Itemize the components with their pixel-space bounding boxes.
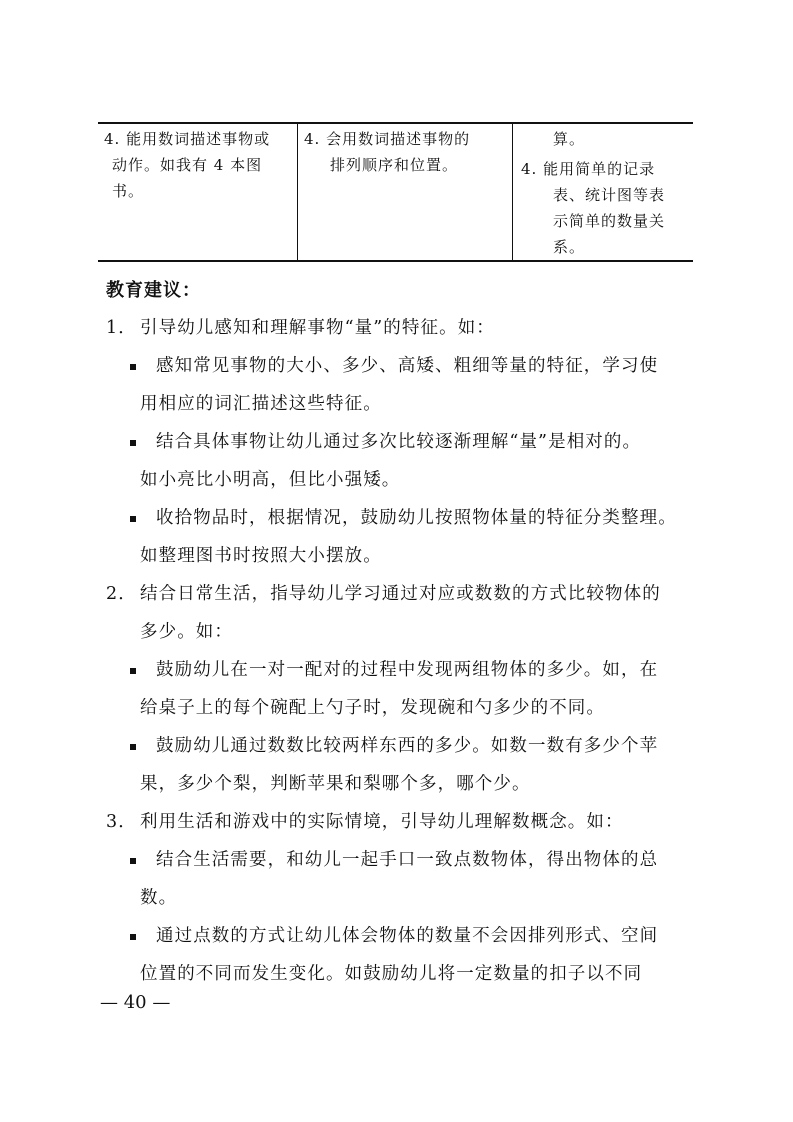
page-number: — 40 —	[100, 992, 171, 1013]
table-cell-col1	[98, 124, 298, 260]
bullet-marker	[130, 668, 136, 674]
bullet-line: 通过点数的方式让幼儿体会物体的数量不会因排列形式、空间	[156, 926, 659, 946]
bullet-marker	[130, 516, 136, 522]
bullet-line: 收拾物品时，根据情况，鼓励幼儿按照物体量的特征分类整理。	[156, 508, 677, 528]
goals-table	[98, 122, 693, 262]
bullet-line: 感知常见事物的大小、多少、高矮、粗细等量的特征，学习使	[156, 356, 659, 376]
table-text: 书。	[112, 182, 145, 200]
table-text: 4. 能用简单的记录	[521, 160, 656, 178]
bullet-marker	[130, 744, 136, 750]
table-text: 4. 会用数词描述事物的	[304, 130, 471, 148]
table-cell-col3	[513, 124, 693, 260]
bullet-marker	[130, 858, 136, 864]
bullet-line: 如整理图书时按照大小摆放。	[140, 546, 382, 566]
paragraph-line: 结合日常生活，指导幼儿学习通过对应或数数的方式比较物体的	[140, 584, 661, 604]
list-item-number: 1．	[106, 318, 137, 338]
bullet-line: 给桌子上的每个碗配上勺子时，发现碗和勺多少的不同。	[140, 698, 605, 718]
bullet-line: 用相应的词汇描述这些特征。	[140, 394, 382, 414]
bullet-line: 结合生活需要，和幼儿一起手口一致点数物体，得出物体的总	[156, 850, 659, 870]
paragraph-line: 多少。如：	[140, 622, 233, 642]
table-text: 系。	[553, 238, 586, 256]
table-text: 4. 能用数词描述事物或	[104, 130, 271, 148]
list-item-number: 2．	[106, 584, 137, 604]
paragraph-line: 利用生活和游戏中的实际情境，引导幼儿理解数概念。如：	[140, 812, 624, 832]
bullet-line: 如小亮比小明高，但比小强矮。	[140, 470, 401, 490]
bullet-line: 鼓励幼儿在一对一配对的过程中发现两组物体的多少。如，在	[156, 660, 659, 680]
table-text: 排列顺序和位置。	[330, 156, 459, 174]
list-item-number: 3．	[106, 812, 137, 832]
table-text: 动作。如我有 4 本图	[112, 156, 263, 174]
paragraph-line: 引导幼儿感知和理解事物“量”的特征。如：	[140, 318, 495, 338]
bullet-line: 位置的不同而发生变化。如鼓励幼儿将一定数量的扣子以不同	[140, 964, 643, 984]
table-text: 示简单的数量关	[553, 212, 666, 230]
section-heading: 教育建议：	[106, 280, 201, 301]
bullet-marker	[130, 934, 136, 940]
bullet-line: 结合具体事物让幼儿通过多次比较逐渐理解“量”是相对的。	[156, 432, 642, 452]
bullet-marker	[130, 440, 136, 446]
bullet-marker	[130, 364, 136, 370]
table-text: 算。	[553, 130, 586, 148]
bullet-line: 鼓励幼儿通过数数比较两样东西的多少。如数一数有多少个苹	[156, 736, 659, 756]
table-cell-col2	[298, 124, 513, 260]
bullet-line: 果，多少个梨，判断苹果和梨哪个多，哪个少。	[140, 774, 531, 794]
table-text: 表、统计图等表	[553, 186, 666, 204]
bullet-line: 数。	[140, 888, 178, 908]
